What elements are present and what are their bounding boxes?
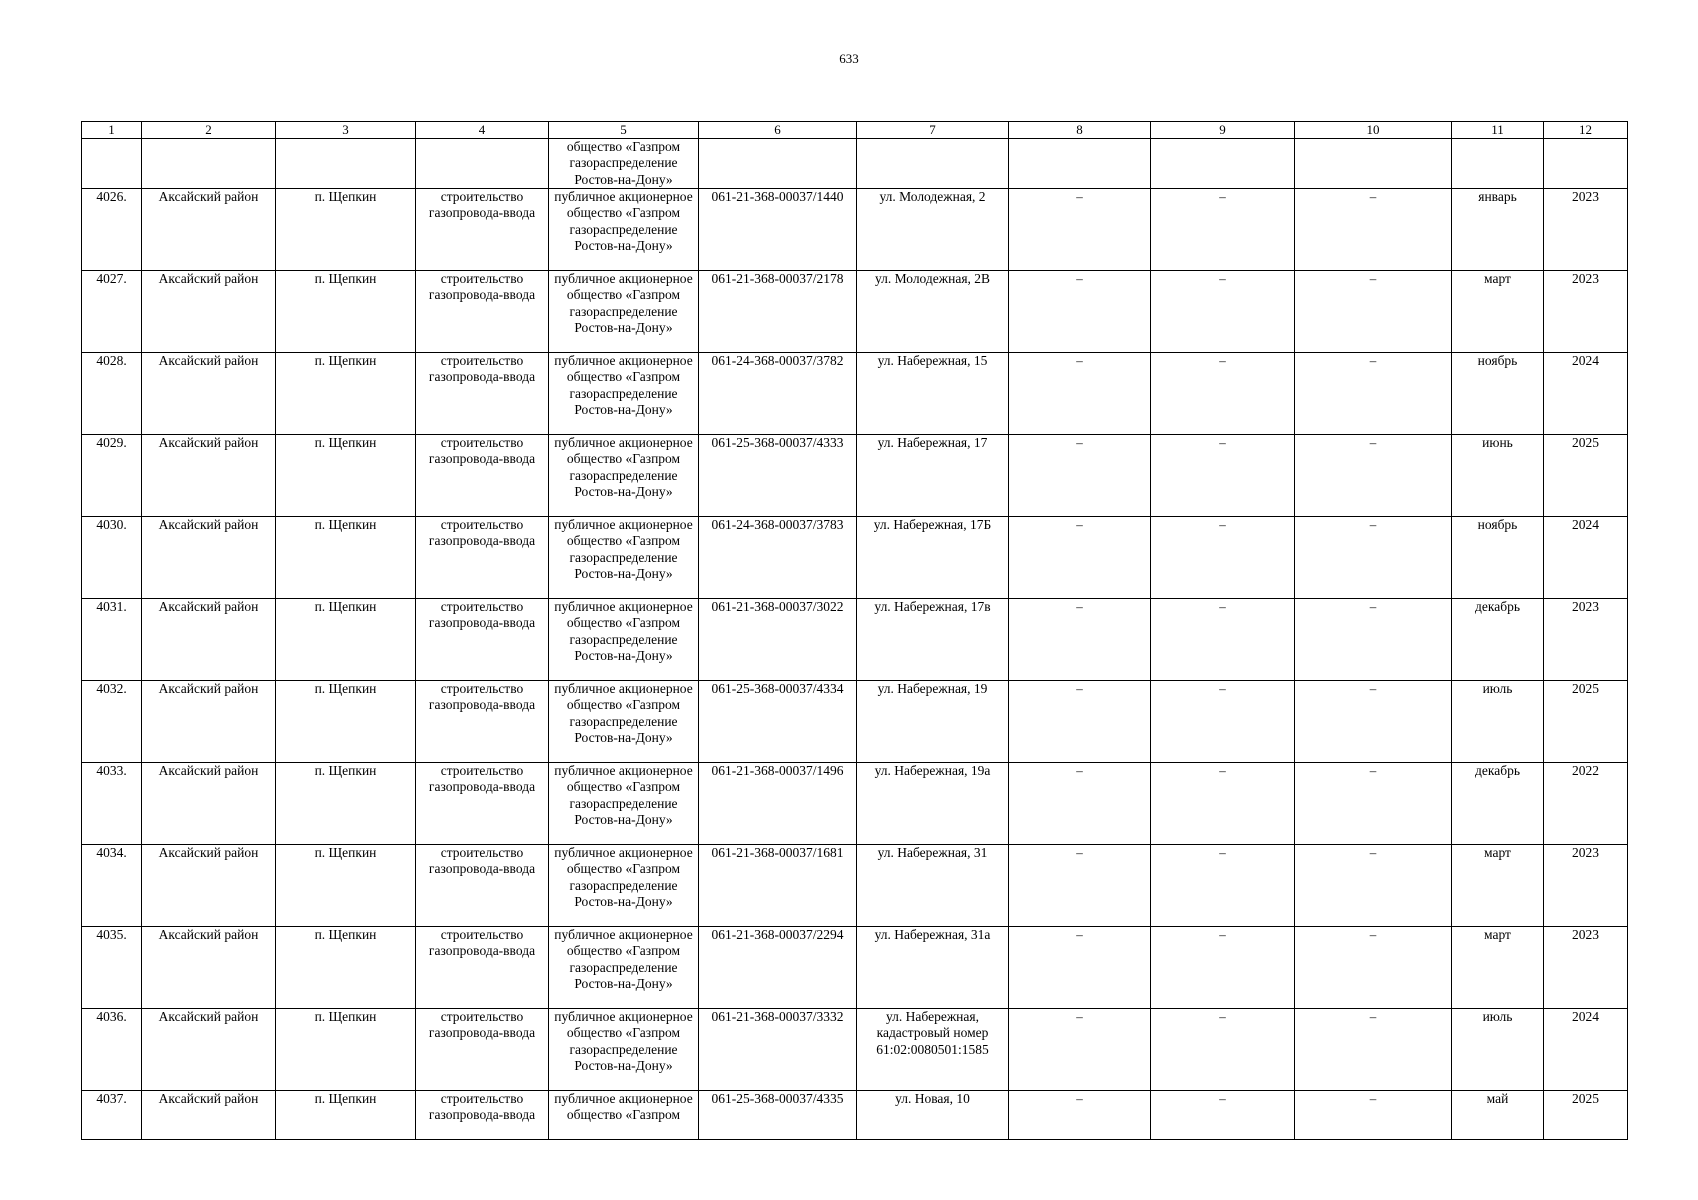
year-cell: 2023 [1544, 845, 1628, 927]
year-cell: 2024 [1544, 517, 1628, 599]
table-row [82, 435, 1628, 517]
column-header: 8 [1009, 122, 1151, 139]
table-row [82, 189, 1628, 271]
row-number-cell: 4037. [82, 1091, 142, 1140]
table-cell [857, 139, 1009, 189]
table-row [82, 517, 1628, 599]
month-cell: декабрь [1452, 599, 1544, 681]
column-9-cell: – [1151, 599, 1295, 681]
table-row [82, 763, 1628, 845]
year-cell: 2025 [1544, 1091, 1628, 1140]
work-type-cell: строительство газопровода-ввода [416, 435, 549, 517]
table-cell [1295, 139, 1452, 189]
column-9-cell: – [1151, 681, 1295, 763]
row-number-cell: 4033. [82, 763, 142, 845]
column-header: 12 [1544, 122, 1628, 139]
column-9-cell: – [1151, 353, 1295, 435]
row-number-cell: 4036. [82, 1009, 142, 1091]
settlement-cell: п. Щепкин [276, 517, 416, 599]
row-number-cell: 4028. [82, 353, 142, 435]
year-cell: 2023 [1544, 599, 1628, 681]
district-cell: Аксайский район [142, 189, 276, 271]
column-10-cell: – [1295, 599, 1452, 681]
page-number: 633 [839, 51, 859, 66]
column-8-cell: – [1009, 599, 1151, 681]
column-10-cell: – [1295, 681, 1452, 763]
organization-cell: публичное акционерное общество «Газпром газораспределение Ростов-на-Дону» [549, 763, 699, 845]
district-cell: Аксайский район [142, 1009, 276, 1091]
district-cell: Аксайский район [142, 353, 276, 435]
organization-cell: публичное акционерное общество «Газпром газораспределение Ростов-на-Дону» [549, 845, 699, 927]
table-cell [82, 139, 142, 189]
table-cell [699, 139, 857, 189]
column-9-cell: – [1151, 845, 1295, 927]
month-cell: январь [1452, 189, 1544, 271]
settlement-cell: п. Щепкин [276, 271, 416, 353]
settlement-cell: п. Щепкин [276, 1091, 416, 1140]
column-8-cell: – [1009, 927, 1151, 1009]
year-cell: 2023 [1544, 271, 1628, 353]
registration-code-cell: 061-24-368-00037/3782 [699, 353, 857, 435]
year-cell: 2025 [1544, 435, 1628, 517]
organization-cell: публичное акционерное общество «Газпром газораспределение Ростов-на-Дону» [549, 599, 699, 681]
year-cell: 2022 [1544, 763, 1628, 845]
month-cell: июнь [1452, 435, 1544, 517]
column-10-cell: – [1295, 517, 1452, 599]
column-header: 4 [416, 122, 549, 139]
organization-cell: публичное акционерное общество «Газпром газораспределение Ростов-на-Дону» [549, 517, 699, 599]
district-cell: Аксайский район [142, 1091, 276, 1140]
month-cell: март [1452, 271, 1544, 353]
column-10-cell: – [1295, 435, 1452, 517]
column-8-cell: – [1009, 1091, 1151, 1140]
month-cell: май [1452, 1091, 1544, 1140]
row-number-cell: 4029. [82, 435, 142, 517]
continuation-row [82, 139, 1628, 189]
work-type-cell: строительство газопровода-ввода [416, 599, 549, 681]
district-cell: Аксайский район [142, 681, 276, 763]
organization-cell: публичное акционерное общество «Газпром газораспределение Ростов-на-Дону» [549, 681, 699, 763]
registration-code-cell: 061-21-368-00037/3332 [699, 1009, 857, 1091]
address-cell: ул. Молодежная, 2В [857, 271, 1009, 353]
table-row [82, 681, 1628, 763]
column-header: 2 [142, 122, 276, 139]
work-type-cell: строительство газопровода-ввода [416, 681, 549, 763]
settlement-cell: п. Щепкин [276, 599, 416, 681]
registration-code-cell: 061-25-368-00037/4335 [699, 1091, 857, 1140]
settlement-cell: п. Щепкин [276, 681, 416, 763]
column-10-cell: – [1295, 1009, 1452, 1091]
column-9-cell: – [1151, 927, 1295, 1009]
column-8-cell: – [1009, 353, 1151, 435]
registration-code-cell: 061-25-368-00037/4334 [699, 681, 857, 763]
row-number-cell: 4031. [82, 599, 142, 681]
address-cell: ул. Набережная, 31а [857, 927, 1009, 1009]
district-cell: Аксайский район [142, 271, 276, 353]
table-body [82, 139, 1628, 1140]
row-number-cell: 4030. [82, 517, 142, 599]
month-cell: июль [1452, 681, 1544, 763]
work-type-cell: строительство газопровода-ввода [416, 271, 549, 353]
year-cell: 2023 [1544, 927, 1628, 1009]
organization-cell: публичное акционерное общество «Газпром газораспределение Ростов-на-Дону» [549, 1009, 699, 1091]
column-10-cell: – [1295, 763, 1452, 845]
column-header: 6 [699, 122, 857, 139]
column-9-cell: – [1151, 189, 1295, 271]
address-cell: ул. Набережная, 17в [857, 599, 1009, 681]
registration-code-cell: 061-25-368-00037/4333 [699, 435, 857, 517]
column-10-cell: – [1295, 845, 1452, 927]
registration-code-cell: 061-21-368-00037/2294 [699, 927, 857, 1009]
table-cell [1452, 139, 1544, 189]
registration-code-cell: 061-21-368-00037/1496 [699, 763, 857, 845]
table-row [82, 927, 1628, 1009]
column-number-row [82, 122, 1628, 139]
column-header: 10 [1295, 122, 1452, 139]
table-row [82, 1091, 1628, 1140]
year-cell: 2024 [1544, 353, 1628, 435]
row-number-cell: 4035. [82, 927, 142, 1009]
year-cell: 2025 [1544, 681, 1628, 763]
table-row [82, 599, 1628, 681]
column-9-cell: – [1151, 763, 1295, 845]
organization-cell: публичное акционерное общество «Газпром газораспределение Ростов-на-Дону» [549, 271, 699, 353]
settlement-cell: п. Щепкин [276, 763, 416, 845]
column-header: 7 [857, 122, 1009, 139]
table-row [82, 353, 1628, 435]
column-8-cell: – [1009, 845, 1151, 927]
registration-code-cell: 061-21-368-00037/1440 [699, 189, 857, 271]
address-cell: ул. Набережная, 17Б [857, 517, 1009, 599]
table-cell [416, 139, 549, 189]
registration-code-cell: 061-21-368-00037/1681 [699, 845, 857, 927]
column-9-cell: – [1151, 1091, 1295, 1140]
month-cell: ноябрь [1452, 353, 1544, 435]
work-type-cell: строительство газопровода-ввода [416, 927, 549, 1009]
table-row [82, 845, 1628, 927]
work-type-cell: строительство газопровода-ввода [416, 1091, 549, 1140]
row-number-cell: 4027. [82, 271, 142, 353]
column-9-cell: – [1151, 1009, 1295, 1091]
month-cell: март [1452, 927, 1544, 1009]
district-cell: Аксайский район [142, 599, 276, 681]
address-cell: ул. Набережная, 19а [857, 763, 1009, 845]
row-number-cell: 4032. [82, 681, 142, 763]
settlement-cell: п. Щепкин [276, 353, 416, 435]
registration-code-cell: 061-21-368-00037/3022 [699, 599, 857, 681]
column-header: 11 [1452, 122, 1544, 139]
address-cell: ул. Набережная, 31 [857, 845, 1009, 927]
organization-cell: публичное акционерное общество «Газпром газораспределение Ростов-на-Дону» [549, 353, 699, 435]
table-row [82, 1009, 1628, 1091]
column-10-cell: – [1295, 189, 1452, 271]
column-header: 3 [276, 122, 416, 139]
table-cell [1009, 139, 1151, 189]
address-cell: ул. Молодежная, 2 [857, 189, 1009, 271]
organization-cell: публичное акционерное общество «Газпром [549, 1091, 699, 1140]
column-8-cell: – [1009, 763, 1151, 845]
column-8-cell: – [1009, 271, 1151, 353]
settlement-cell: п. Щепкин [276, 1009, 416, 1091]
registration-code-cell: 061-21-368-00037/2178 [699, 271, 857, 353]
work-type-cell: строительство газопровода-ввода [416, 353, 549, 435]
table-cell: общество «Газпром газораспределение Ростов-на-Дону» [549, 139, 699, 189]
address-cell: ул. Новая, 10 [857, 1091, 1009, 1140]
column-8-cell: – [1009, 1009, 1151, 1091]
settlement-cell: п. Щепкин [276, 189, 416, 271]
table-cell [1544, 139, 1628, 189]
year-cell: 2023 [1544, 189, 1628, 271]
column-8-cell: – [1009, 189, 1151, 271]
address-cell: ул. Набережная, кадастровый номер 61:02:0080501:1585 [857, 1009, 1009, 1091]
district-cell: Аксайский район [142, 763, 276, 845]
year-cell: 2024 [1544, 1009, 1628, 1091]
register-table [81, 121, 1628, 1140]
district-cell: Аксайский район [142, 517, 276, 599]
settlement-cell: п. Щепкин [276, 435, 416, 517]
work-type-cell: строительство газопровода-ввода [416, 1009, 549, 1091]
work-type-cell: строительство газопровода-ввода [416, 189, 549, 271]
district-cell: Аксайский район [142, 435, 276, 517]
month-cell: ноябрь [1452, 517, 1544, 599]
organization-cell: публичное акционерное общество «Газпром газораспределение Ростов-на-Дону» [549, 927, 699, 1009]
column-header: 5 [549, 122, 699, 139]
address-cell: ул. Набережная, 19 [857, 681, 1009, 763]
organization-cell: публичное акционерное общество «Газпром газораспределение Ростов-на-Дону» [549, 189, 699, 271]
month-cell: июль [1452, 1009, 1544, 1091]
settlement-cell: п. Щепкин [276, 845, 416, 927]
column-9-cell: – [1151, 271, 1295, 353]
work-type-cell: строительство газопровода-ввода [416, 845, 549, 927]
table-header [82, 122, 1628, 139]
column-9-cell: – [1151, 435, 1295, 517]
column-10-cell: – [1295, 927, 1452, 1009]
row-number-cell: 4034. [82, 845, 142, 927]
column-8-cell: – [1009, 517, 1151, 599]
district-cell: Аксайский район [142, 927, 276, 1009]
column-10-cell: – [1295, 1091, 1452, 1140]
work-type-cell: строительство газопровода-ввода [416, 763, 549, 845]
column-8-cell: – [1009, 681, 1151, 763]
row-number-cell: 4026. [82, 189, 142, 271]
organization-cell: публичное акционерное общество «Газпром газораспределение Ростов-на-Дону» [549, 435, 699, 517]
address-cell: ул. Набережная, 17 [857, 435, 1009, 517]
column-10-cell: – [1295, 353, 1452, 435]
column-9-cell: – [1151, 517, 1295, 599]
work-type-cell: строительство газопровода-ввода [416, 517, 549, 599]
table-cell [142, 139, 276, 189]
column-8-cell: – [1009, 435, 1151, 517]
settlement-cell: п. Щепкин [276, 927, 416, 1009]
district-cell: Аксайский район [142, 845, 276, 927]
table-cell [1151, 139, 1295, 189]
table-cell [276, 139, 416, 189]
column-header: 1 [82, 122, 142, 139]
column-10-cell: – [1295, 271, 1452, 353]
address-cell: ул. Набережная, 15 [857, 353, 1009, 435]
column-header: 9 [1151, 122, 1295, 139]
month-cell: март [1452, 845, 1544, 927]
table-row [82, 271, 1628, 353]
month-cell: декабрь [1452, 763, 1544, 845]
registration-code-cell: 061-24-368-00037/3783 [699, 517, 857, 599]
